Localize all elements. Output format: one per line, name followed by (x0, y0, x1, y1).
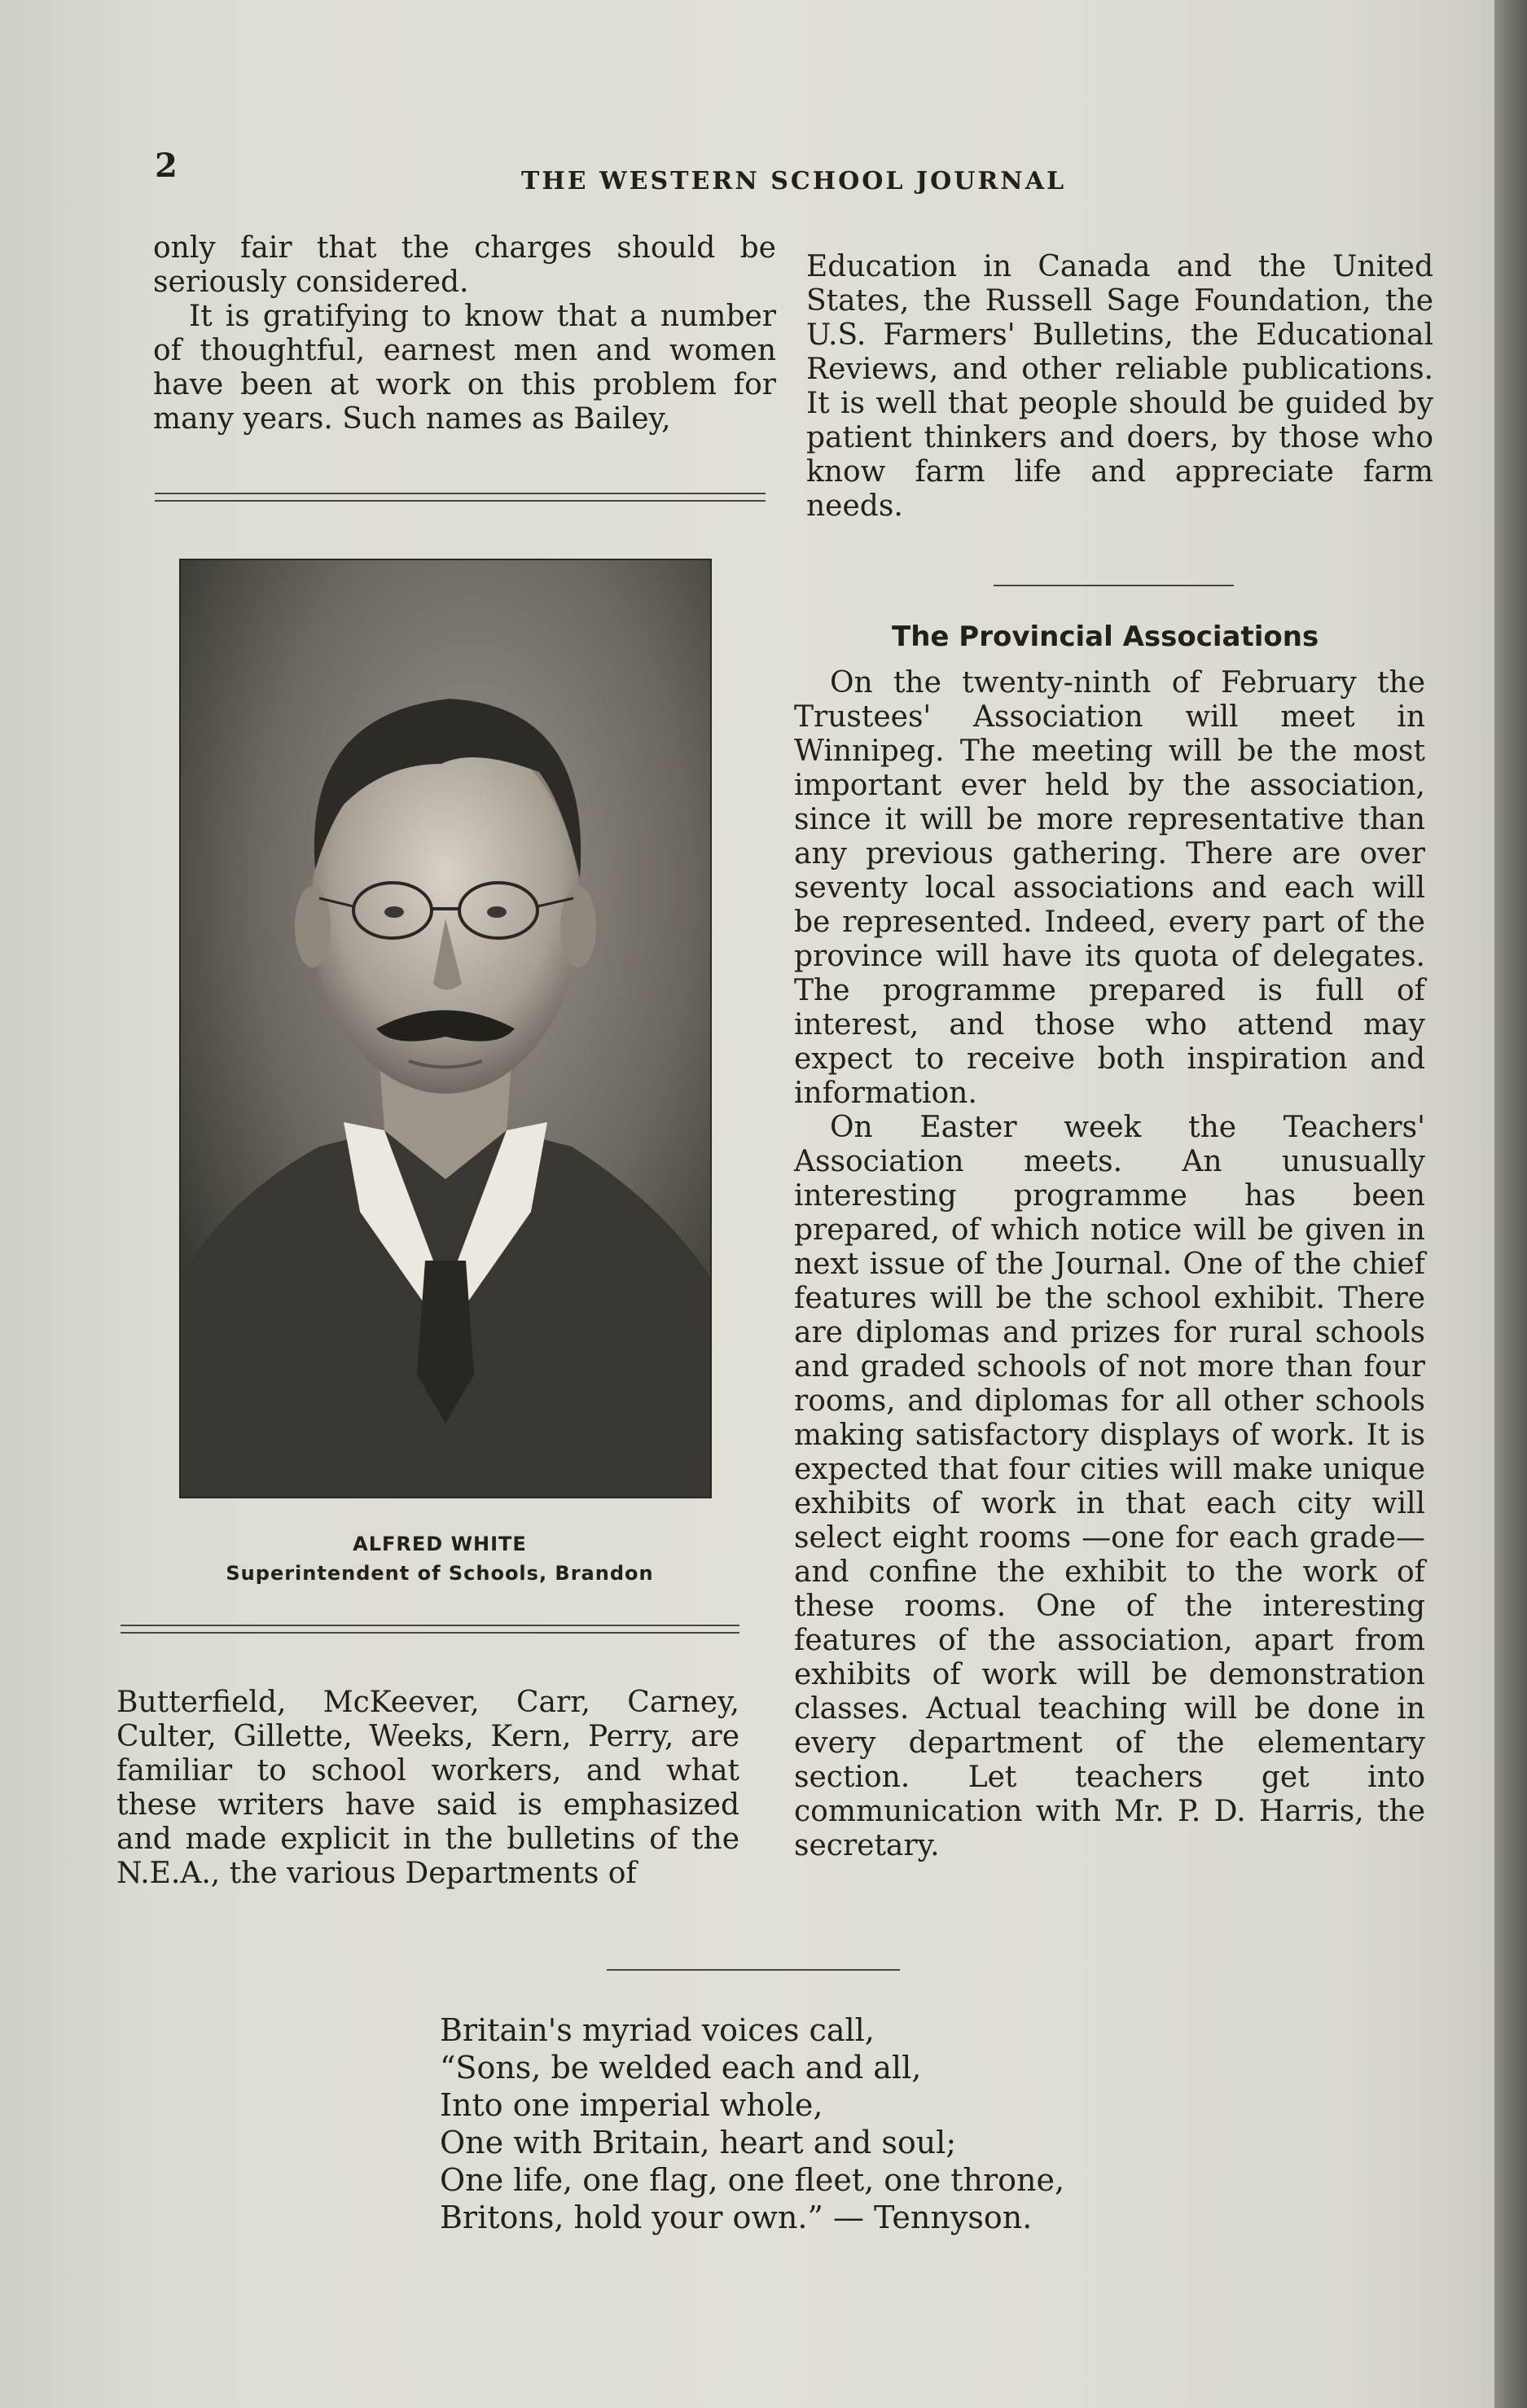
poem-line: One with Britain, heart and soul; (440, 2125, 957, 2160)
paragraph: only fair that the charges should be seriously considered. (153, 231, 776, 299)
poem-line: One life, one flag, one fleet, one throne, (440, 2162, 1065, 2198)
paragraph: Education in Canada and the United States, the Russell Sage Foundation, the U.S. Farmers' Bulletins, the Educational Reviews, and other reliable publications. It is well that people should be guided by patient thinkers and doers, by those who know farm life and appreciate farm needs. (806, 250, 1433, 523)
short-divider (607, 1969, 900, 1971)
left-column-top-text (153, 231, 776, 436)
binding-edge (1494, 0, 1527, 2408)
section-divider (121, 1625, 739, 1634)
right-column-top-text (806, 250, 1433, 524)
section-divider (155, 493, 766, 502)
page-number: 2 (155, 147, 178, 185)
poem-line: Britons, hold your own.” — Tennyson. (440, 2200, 1033, 2235)
poem-line: Britain's myriad voices call, (440, 2012, 875, 2048)
short-divider (994, 585, 1234, 586)
journal-title: THE WESTERN SCHOOL JOURNAL (521, 167, 1067, 195)
poem-line: Into one imperial whole, (440, 2087, 823, 2123)
poem-line: “Sons, be welded each and all, (440, 2050, 922, 2086)
section-heading: The Provincial Associations (892, 621, 1319, 653)
right-column-associations-text (794, 666, 1425, 1863)
portrait-photo (181, 560, 710, 1497)
photo-caption-title: Superintendent of Schools, Brandon (226, 1562, 654, 1585)
paragraph: It is gratifying to know that a number of thoughtful, earnest men and women have been at work on this problem for many years. Such names as Bailey, (153, 300, 776, 436)
portrait-image (181, 560, 710, 1497)
paragraph: Butterfield, McKeever, Carr, Carney, Culter, Gillette, Weeks, Kern, Perry, are familiar to school workers, and what these writers have said is emphasized and made explicit in the bulletins of the N.E.A., the various Departments of (116, 1686, 739, 1890)
paragraph: On the twenty-ninth of February the Trustees' Association will meet in Winnipeg. The meeting will be the most important ever held by the association, since it will be more representative than any previous gathering. There are over seventy local associations and each will be represented. Indeed, every part of the province will have its quota of delegates. The programme prepared is full of interest, and those who attend may expect to receive both inspiration and information. (794, 666, 1425, 1110)
photo-caption-name: ALFRED WHITE (353, 1533, 527, 1555)
poem (440, 2011, 1091, 2236)
paragraph: On Easter week the Teachers' Association meets. An unusually interesting programme has been prepared, of which notice will be given in next issue of the Journal. One of the chief features will be the school exhibit. There are diplomas and prizes for rural schools and graded schools of not more than four rooms, and diplomas for all other schools making satisfactory displays of work. It is expected that four cities will make unique exhibits of work in that each city will select eight rooms —one for each grade—and confine the exhibit to the work of these rooms. One of the interesting features of the association, apart from exhibits of work will be demonstration classes. Actual teaching will be done in every department of the elementary section. Let teachers get into communication with Mr. P. D. Harris, the secretary. (794, 1111, 1425, 1862)
left-column-bottom-text (116, 1686, 739, 1891)
